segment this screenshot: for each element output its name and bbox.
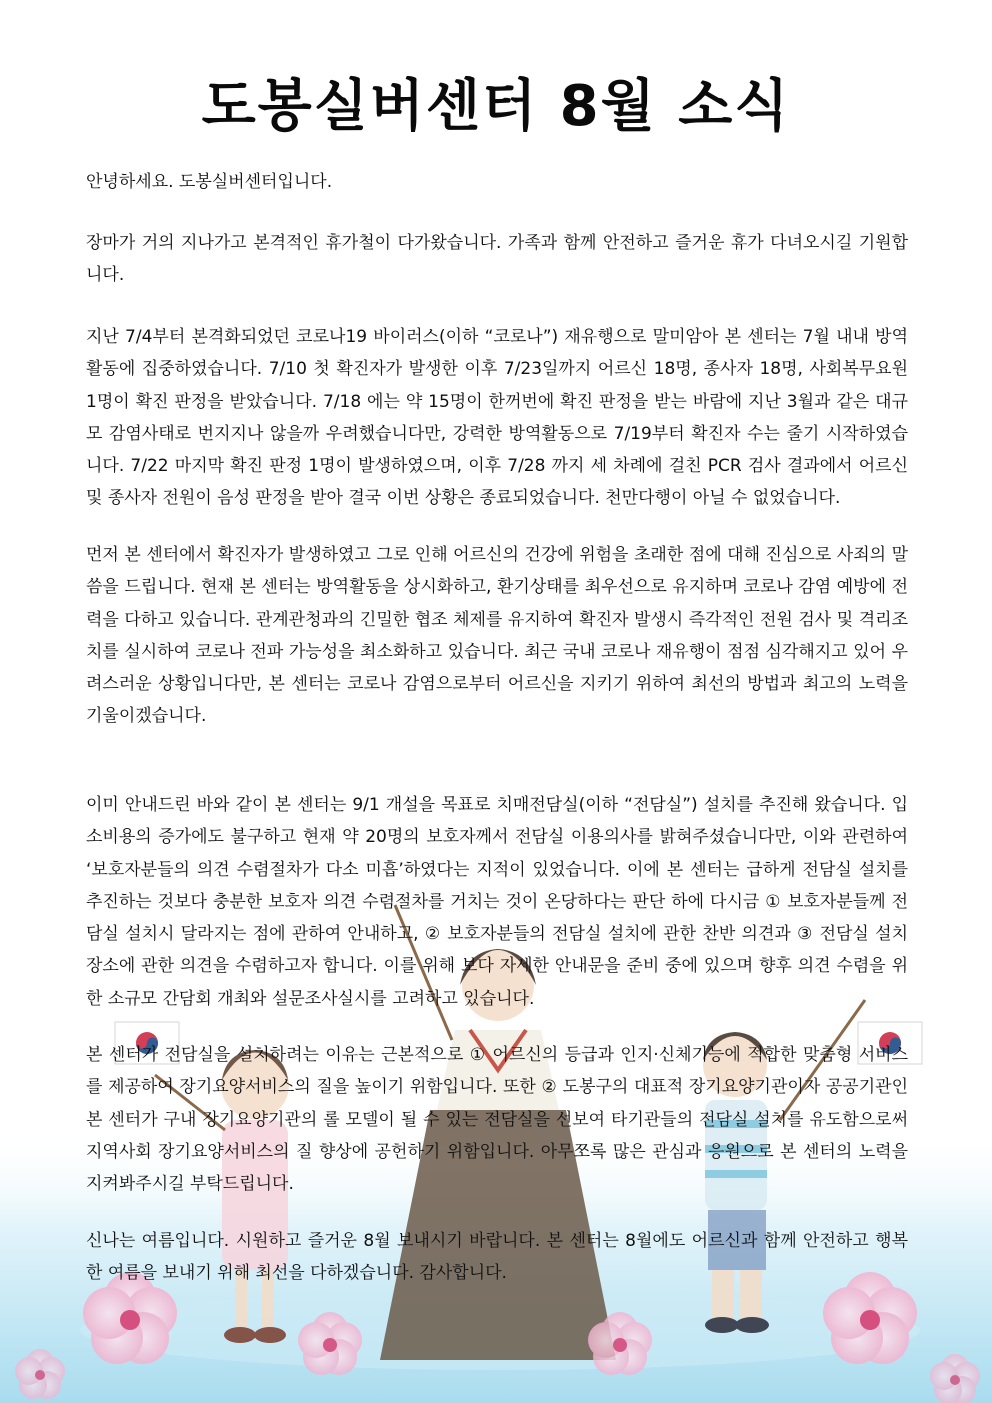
closing-paragraph: 신나는 여름입니다. 시원하고 즐거운 8월 보내시기 바랍니다. 본 센터는 8월에도 어르신과 함께 안전하고 행복한 여름을 보내기 위해 최선을 다하겠습니다. 감사합니다. (86, 1231, 908, 1284)
covid-paragraph: 지난 7/4부터 본격화되었던 코로나19 바이러스(이하 “코로나”) 재유행으로 말미암아 본 센터는 7월 내내 방역활동에 집중하였습니다. 7/10 첫 확진자가 발생한 이후 7/23일까지 어르신 18명, 종사자 18명, 사회복무요원 1명이 확진 판정을 받았습니다. 7/18 에는 약 15명이 한꺼번에 확진 판정을 받는 바람에 지난 3월과 같은 대규모 감염사태로 번지지나 않을까 우려했습니다만, 강력한 방역활동으로 7/19부터 확진자 수는 줄기 시작하였습니다. 7/22 마지막 확진 판정 1명이 발생하였으며, 이후 7/28 까지 세 차례에 걸친 PCR 검사 결과에서 어르신 및 종사자 전원이 음성 판정을 받아 결국 이번 상황은 종료되었습니다. 천만다행이 아닐 수 없었습니다. (86, 327, 908, 509)
greeting-paragraph: 안녕하세요. 도봉실버센터입니다. (86, 172, 333, 192)
page-title: 도봉실버센터 8월 소식 (201, 74, 791, 139)
purpose-paragraph: 본 센터가 전담실을 설치하려는 이유는 근본적으로 ① 어르신의 등급과 인지·신체기능에 적합한 맞춤형 서비스를 제공하여 장기요양서비스의 질을 높이기 위함입니다. 또한 ② 도봉구의 대표적 장기요양기관이자 공공기관인 본 센터가 구내 장기요양기관의 롤 모델이 될 수 있는 전담실을 선보여 타기관들의 전담실 설치를 유도함으로써 지역사회 장기요양서비스의 질 향상에 공헌하기 위함입니다. 아무쪼록 많은 관심과 응원으로 본 센터의 노력을 지켜봐주시길 부탁드립니다. (86, 1045, 908, 1195)
dementia-unit-paragraph: 이미 안내드린 바와 같이 본 센터는 9/1 개설을 목표로 치매전담실(이하 “전담실”) 설치를 추진해 왔습니다. 입소비용의 증가에도 불구하고 현재 약 20명의 보호자께서 전담실 이용의사를 밝혀주셨습니다만, 이와 관련하여 ‘보호자분들의 의견 수렴절차가 다소 미흡’하였다는 지적이 있었습니다. 이에 본 센터는 급하게 전담실 설치를 추진하는 것보다 충분한 보호자 의견 수렴절차를 거치는 것이 온당하다는 판단 하에 다시금 ① 보호자분들께 전담실 설치시 달라지는 점에 관하여 안내하고, ② 보호자분들의 전담실 설치에 관한 찬반 의견과 ③ 전담실 설치 장소에 관한 의견을 수렴하고자 합니다. 이를 위해 보다 자세한 안내문을 준비 중에 있으며 향후 의견 수렴을 위한 소규모 간담회 개최와 설문조사실시를 고려하고 있습니다. (86, 795, 908, 1009)
apology-paragraph: 먼저 본 센터에서 확진자가 발생하였고 그로 인해 어르신의 건강에 위험을 초래한 점에 대해 진심으로 사죄의 말씀을 드립니다. 현재 본 센터는 방역활동을 상시화하고, 환기상태를 최우선으로 유지하며 코로나 감염 예방에 전력을 다하고 있습니다. 관계관청과의 긴밀한 협조 체제를 유지하여 확진자 발생시 즉각적인 전원 검사 및 격리조치를 실시하여 코로나 전파 가능성을 최소화하고 있습니다. 최근 국내 코로나 재유행이 점점 심각해지고 있어 우려스러운 상황입니다만, 본 센터는 코로나 감염으로부터 어르신을 지키기 위하여 최선의 방법과 최고의 노력을 기울이겠습니다. (86, 545, 908, 727)
intro-paragraph: 장마가 거의 지나가고 본격적인 휴가철이 다가왔습니다. 가족과 함께 안전하고 즐거운 휴가 다녀오시길 기원합니다. (86, 233, 908, 286)
